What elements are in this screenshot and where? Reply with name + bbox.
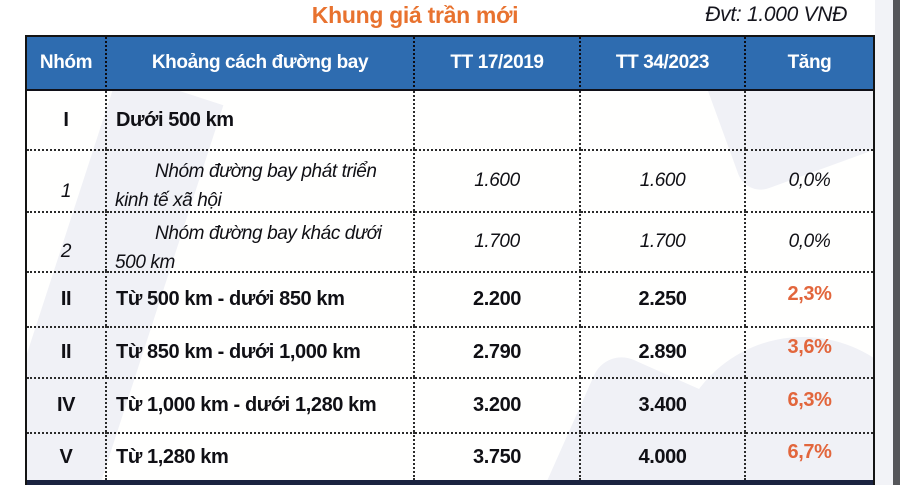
cell-increase: 0,0% [746, 211, 873, 271]
cell-route: Từ 850 km - dưới 1,000 km [107, 326, 415, 377]
cell-group: II [27, 271, 107, 326]
viewer-edge [893, 0, 900, 485]
cell-tt2023: 2.890 [581, 326, 746, 377]
cell-route: Dưới 500 km [107, 91, 415, 149]
unit-note: Đvt: 1.000 VNĐ [705, 3, 847, 26]
cell-tt2023 [581, 91, 746, 149]
cell-tt2019: 2.200 [415, 271, 581, 326]
table-grid [27, 37, 873, 480]
cell-group: 1 [27, 149, 107, 211]
column-header-tt2023: TT 34/2023 [581, 37, 746, 91]
cell-route: Từ 1,280 km [107, 432, 415, 480]
cell-tt2019: 3.750 [415, 432, 581, 480]
cell-increase: 2,3% [746, 271, 873, 326]
cell-tt2019 [415, 91, 581, 149]
cell-group: IV [27, 377, 107, 432]
cell-increase: 3,6% [746, 326, 873, 377]
fare-cap-table [25, 35, 875, 485]
page-title: Khung giá trần mới [311, 2, 519, 28]
column-header-tt2019: TT 17/2019 [415, 37, 581, 91]
cell-group: 2 [27, 211, 107, 271]
cell-tt2019: 1.700 [415, 211, 581, 271]
cell-tt2019: 3.200 [415, 377, 581, 432]
cell-tt2023: 1.700 [581, 211, 746, 271]
column-header-group: Nhóm [27, 37, 107, 91]
cell-group: I [27, 91, 107, 149]
cell-tt2023: 1.600 [581, 149, 746, 211]
cell-group: V [27, 432, 107, 480]
cell-tt2019: 2.790 [415, 326, 581, 377]
cell-increase [746, 91, 873, 149]
cell-group: II [27, 326, 107, 377]
cell-tt2023: 2.250 [581, 271, 746, 326]
cell-tt2023: 4.000 [581, 432, 746, 480]
cell-increase: 6,7% [746, 432, 873, 480]
cell-route: Nhóm đường bay khác dưới 500 km [107, 211, 415, 271]
cell-increase: 6,3% [746, 377, 873, 432]
column-header-distance: Khoảng cách đường bay [107, 37, 415, 91]
table-bottom-border [27, 480, 873, 485]
page-right-margin [875, 0, 893, 485]
cell-route: Nhóm đường bay phát triển kinh tế xã hội [107, 149, 415, 211]
cell-tt2023: 3.400 [581, 377, 746, 432]
cell-increase: 0,0% [746, 149, 873, 211]
cell-tt2019: 1.600 [415, 149, 581, 211]
cell-route: Từ 500 km - dưới 850 km [107, 271, 415, 326]
column-header-increase: Tăng [746, 37, 873, 91]
cell-route: Từ 1,000 km - dưới 1,280 km [107, 377, 415, 432]
